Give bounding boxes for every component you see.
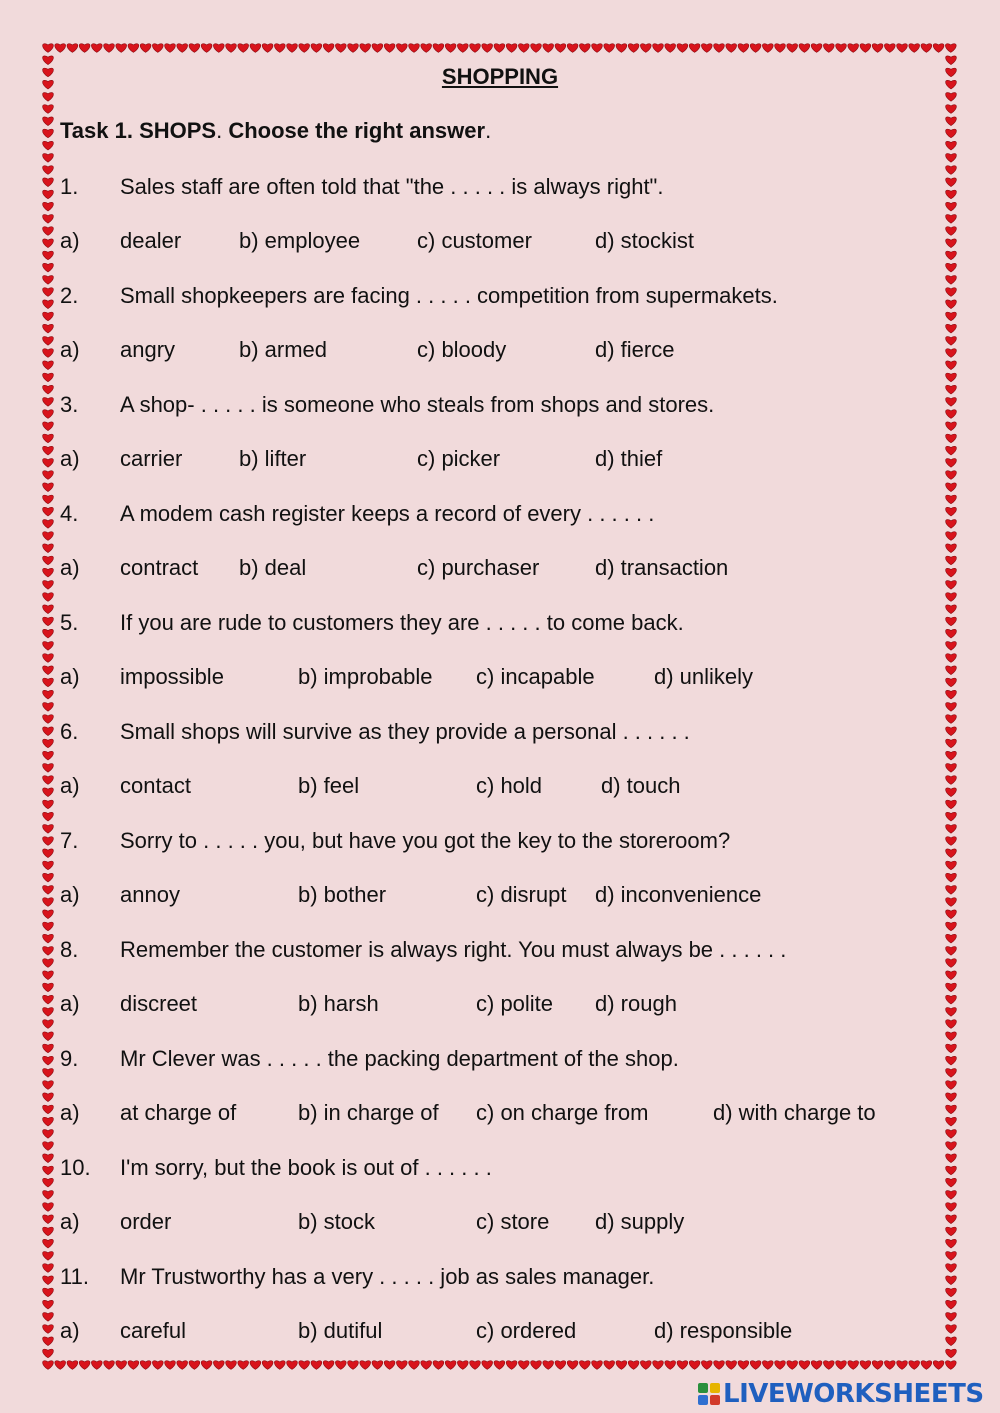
answer-option[interactable]: c) hold xyxy=(476,773,543,798)
option-prefix: a) xyxy=(60,228,80,253)
answer-option[interactable]: b) in charge of xyxy=(298,1100,439,1125)
answer-option[interactable]: b) employee xyxy=(239,228,361,253)
answer-option[interactable]: discreet xyxy=(120,991,198,1016)
option-prefix: a) xyxy=(60,991,80,1016)
answer-option[interactable]: contract xyxy=(120,555,199,580)
question-number: 11. xyxy=(60,1264,89,1289)
answer-option[interactable]: b) feel xyxy=(298,773,360,798)
question-number: 1. xyxy=(60,174,79,199)
question-text: Small shops will survive as they provide a personal . . . . . . xyxy=(120,719,690,744)
task-heading xyxy=(60,118,491,144)
answer-option[interactable]: d) fierce xyxy=(595,337,675,362)
question-text: Sales staff are often told that "the . . . . . is always right". xyxy=(120,174,664,199)
option-prefix: a) xyxy=(60,882,80,907)
answer-option[interactable]: b) bother xyxy=(298,882,387,907)
page-title: SHOPPING xyxy=(441,64,559,89)
answer-option[interactable]: d) with charge to xyxy=(713,1100,876,1125)
question-number: 8. xyxy=(60,937,79,962)
answer-option[interactable]: c) on charge from xyxy=(476,1100,649,1125)
answer-option[interactable]: c) ordered xyxy=(476,1318,577,1343)
question-text: Mr Clever was . . . . . the packing department of the shop. xyxy=(120,1046,679,1071)
task-dot: . xyxy=(216,118,223,143)
option-prefix: a) xyxy=(60,337,80,362)
question-number: 5. xyxy=(60,610,79,635)
answer-option[interactable]: d) rough xyxy=(595,991,677,1016)
answer-option[interactable]: dealer xyxy=(120,228,182,253)
answer-option[interactable]: c) incapable xyxy=(476,664,595,689)
question-text: If you are rude to customers they are . . . . . to come back. xyxy=(120,610,684,635)
question-number: 3. xyxy=(60,392,79,417)
answer-option[interactable]: d) unlikely xyxy=(654,664,754,689)
option-prefix: a) xyxy=(60,1100,80,1125)
answer-option[interactable]: c) disrupt xyxy=(476,882,567,907)
answer-option[interactable]: annoy xyxy=(120,882,180,907)
answer-option[interactable]: c) picker xyxy=(417,446,501,471)
option-prefix: a) xyxy=(60,555,80,580)
option-prefix: a) xyxy=(60,664,80,689)
answer-option[interactable]: order xyxy=(120,1209,172,1234)
answer-option[interactable]: carrier xyxy=(120,446,183,471)
answer-option[interactable]: c) purchaser xyxy=(417,555,540,580)
answer-option[interactable]: c) polite xyxy=(476,991,554,1016)
question-text: Sorry to . . . . . you, but have you got the key to the storeroom? xyxy=(120,828,731,853)
answer-option[interactable]: b) lifter xyxy=(239,446,307,471)
option-prefix: a) xyxy=(60,773,80,798)
question-text: Remember the customer is always right. You must always be . . . . . . xyxy=(120,937,787,962)
answer-option[interactable]: b) harsh xyxy=(298,991,379,1016)
question-number: 4. xyxy=(60,501,79,526)
question-text: Small shopkeepers are facing . . . . . competition from supermakets. xyxy=(120,283,778,308)
answer-option[interactable]: d) supply xyxy=(595,1209,685,1234)
question-number: 10. xyxy=(60,1155,91,1180)
answer-option[interactable]: impossible xyxy=(120,664,224,689)
answer-option[interactable]: d) responsible xyxy=(654,1318,793,1343)
task-label: Task 1. SHOPS xyxy=(60,118,217,143)
answer-option[interactable]: d) inconvenience xyxy=(595,882,762,907)
question-text: I'm sorry, but the book is out of . . . . . . xyxy=(120,1155,492,1180)
answer-option[interactable]: d) stockist xyxy=(595,228,695,253)
option-prefix: a) xyxy=(60,446,80,471)
question-text: A shop- . . . . . is someone who steals from shops and stores. xyxy=(120,392,715,417)
answer-option[interactable]: b) improbable xyxy=(298,664,433,689)
liveworksheets-logo xyxy=(698,1379,984,1409)
answer-option[interactable]: c) customer xyxy=(417,228,532,253)
answer-option[interactable]: d) touch xyxy=(601,773,681,798)
answer-option[interactable]: b) dutiful xyxy=(298,1318,383,1343)
logo-text: LIVEWORKSHEETS xyxy=(723,1379,984,1409)
question-text: A modem cash register keeps a record of every . . . . . . xyxy=(120,501,655,526)
answer-option[interactable]: c) bloody xyxy=(417,337,507,362)
question-text: Mr Trustworthy has a very . . . . . job as sales manager. xyxy=(120,1264,655,1289)
answer-option[interactable]: b) stock xyxy=(298,1209,376,1234)
task-end: . xyxy=(485,118,492,143)
option-prefix: a) xyxy=(60,1318,80,1343)
liveworksheets-icon xyxy=(698,1383,720,1405)
answer-option[interactable]: careful xyxy=(120,1318,187,1343)
task-instruction: Choose the right answer xyxy=(222,118,486,143)
option-prefix: a) xyxy=(60,1209,80,1234)
answer-option[interactable]: b) armed xyxy=(239,337,328,362)
question-number: 6. xyxy=(60,719,79,744)
answer-option[interactable]: b) deal xyxy=(239,555,307,580)
answer-option[interactable]: c) store xyxy=(476,1209,550,1234)
question-number: 9. xyxy=(60,1046,79,1071)
answer-option[interactable]: d) transaction xyxy=(595,555,729,580)
answer-option[interactable]: at charge of xyxy=(120,1100,237,1125)
answer-option[interactable]: angry xyxy=(120,337,176,362)
answer-option[interactable]: d) thief xyxy=(595,446,663,471)
answer-option[interactable]: contact xyxy=(120,773,191,798)
question-number: 7. xyxy=(60,828,79,853)
question-number: 2. xyxy=(60,283,79,308)
